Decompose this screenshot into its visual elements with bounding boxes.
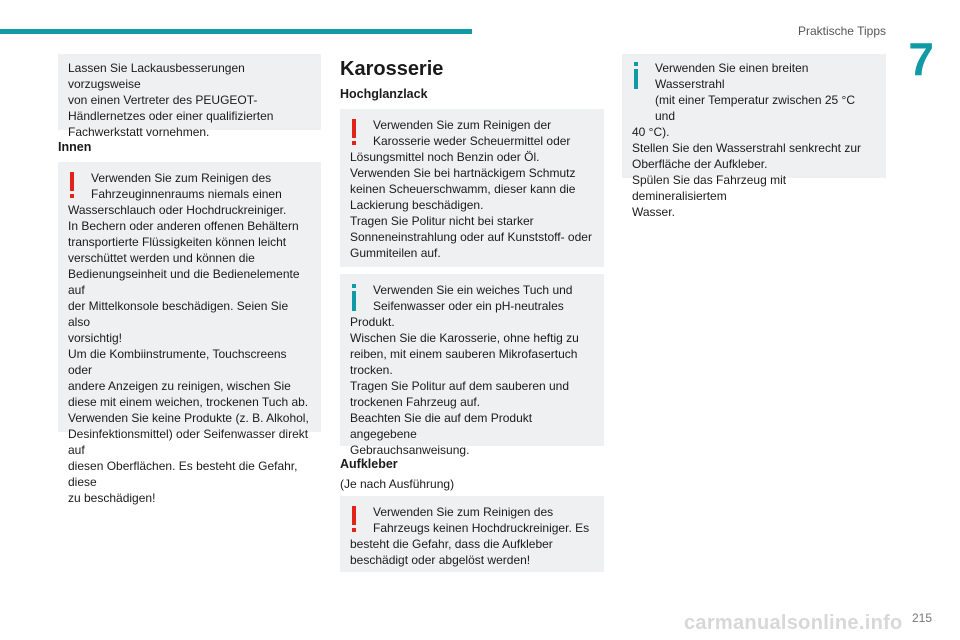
section-title: Praktische Tipps bbox=[797, 24, 886, 38]
info-icon bbox=[350, 284, 358, 312]
info-box-hochglanzlack bbox=[340, 274, 604, 457]
warning-box-innen bbox=[58, 162, 321, 505]
info-text-hochglanzlack-first: Verwenden Sie ein weiches Tuch und Seifenwasser oder ein pH-neutrales bbox=[373, 283, 573, 313]
warning-text-aufkleber: besteht die Gefahr, dass die Aufkleber beschädigt oder abgelöst werden! bbox=[350, 537, 553, 567]
info-text-aufkleber: 40 °C). Stellen Sie den Wasserstrahl senkrecht zur Oberfläche der Aufkleber. Spülen Sie das Fahrzeug mit demineralisiertem Wasser. bbox=[632, 125, 861, 219]
warning-text-hochglanzlack-first: Verwenden Sie zum Reinigen der Karosserie weder Scheuermittel oder bbox=[373, 118, 571, 148]
warning-box-aufkleber bbox=[340, 496, 604, 572]
warning-icon bbox=[68, 172, 76, 200]
warning-text-innen-first: Verwenden Sie zum Reinigen des Fahrzeuginnenraums niemals einen bbox=[91, 171, 282, 201]
intro-note-box bbox=[58, 54, 321, 139]
note-ausfuehrung: (Je nach Ausführung) bbox=[340, 477, 455, 491]
watermark: carmanualsonline.info bbox=[684, 612, 903, 634]
heading-hochglanzlack: Hochglanzlack bbox=[340, 87, 428, 101]
info-text-hochglanzlack: Produkt. Wischen Sie die Karosserie, ohne heftig zu reiben, mit einem sauberen Mikrofasertuch trocken. Tragen Sie Politur auf dem sauberen und trockenen Fahrzeug auf. Beachten Sie die auf dem Produkt angegebene Gebrauchsanweisung. bbox=[350, 315, 579, 457]
warning-icon bbox=[350, 119, 358, 147]
intro-note-text: Lassen Sie Lackausbesserungen vorzugsweise von einen Vertreter des PEUGEOT- Händlernetzes oder einer qualifizierten Fachwerkstatt vornehmen. bbox=[68, 61, 274, 139]
info-icon bbox=[632, 62, 640, 90]
warning-text-hochglanzlack: Lösungsmittel noch Benzin oder Öl. Verwenden Sie bei hartnäckigem Schmutz keinen Scheuerschwamm, dieser kann die Lackierung beschädigen. Tragen Sie Politur nicht bei starker Sonneneinstrahlung oder auf Kunststoff- oder Gummiteilen auf. bbox=[350, 150, 592, 260]
page-number: 215 bbox=[911, 611, 932, 625]
warning-box-hochglanzlack bbox=[340, 109, 604, 267]
info-text-aufkleber-first: Verwenden Sie einen breiten Wasserstrahl (mit einer Temperatur zwischen 25 °C und bbox=[655, 61, 855, 123]
warning-icon bbox=[350, 506, 358, 534]
heading-aufkleber: Aufkleber bbox=[340, 457, 398, 471]
header-accent-bar bbox=[0, 29, 472, 34]
warning-text-aufkleber-first: Verwenden Sie zum Reinigen des Fahrzeugs keinen Hochdruckreiniger. Es bbox=[373, 505, 590, 535]
warning-text-innen: Wasserschlauch oder Hochdruckreiniger. In Bechern oder anderen offenen Behältern transportierte Flüssigkeiten können leicht verschüttet werden und können die Bedienungseinheit und die Bedienelemente auf der Mittelkonsole beschädigen. Seien Sie also vorsichtig! Um die Kombiinstrumente, Touchscreens oder andere Anzeigen zu reinigen, wischen Sie diese mit einem weichen, trockenen Tuch ab. Verwenden Sie keine Produkte (z. B. Alkohol, Desinfektionsmittel) oder Seifenwasser direkt auf diesen Oberflächen. Es besteht die Gefahr, diese zu beschädigen! bbox=[68, 203, 309, 505]
chapter-number: 7 bbox=[908, 33, 934, 85]
heading-karosserie: Karosserie bbox=[340, 58, 444, 80]
heading-innen: Innen bbox=[58, 140, 92, 154]
info-box-aufkleber bbox=[622, 54, 886, 219]
